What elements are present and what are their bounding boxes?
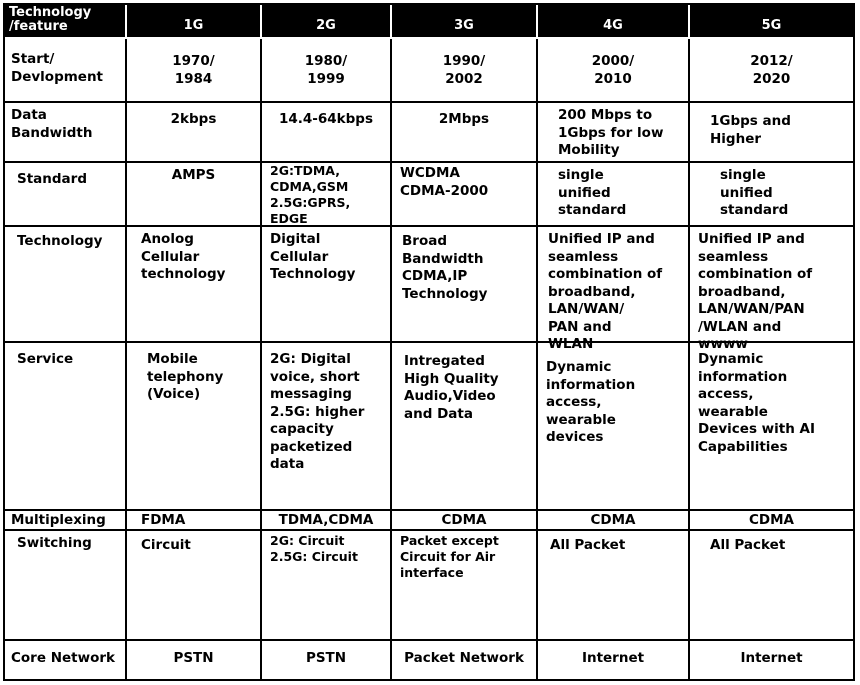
cell-switching-5g: All Packet xyxy=(690,531,853,641)
row-label-bandwidth: Data Bandwidth xyxy=(5,103,127,163)
cell-core-5g: Internet xyxy=(740,650,803,666)
header-corner-cell: Technology /feature xyxy=(5,5,127,39)
header-3g: 3G xyxy=(392,5,538,39)
cell-service-5g: Dynamic information access, wearable Devices with AI Capabilities xyxy=(690,343,853,511)
cell-standard-2g: 2G:TDMA, CDMA,GSM 2.5G:GPRS, EDGE xyxy=(262,163,392,227)
cell-multiplexing-4g: CDMA xyxy=(538,511,690,531)
cell-start-5g: 2012/ 2020 xyxy=(690,39,853,103)
cell-technology-5g: Unified IP and seamless combination of broadband, LAN/WAN/PAN /WLAN and wwww xyxy=(690,227,853,343)
row-label-standard: Standard xyxy=(5,163,127,227)
cell-multiplexing-2g: TDMA,CDMA xyxy=(262,511,392,531)
row-label-service: Service xyxy=(5,343,127,511)
cell-standard-4g: single unified standard xyxy=(538,163,690,227)
cell-service-2g: 2G: Digital voice, short messaging 2.5G: higher capacity packetized data xyxy=(262,343,392,511)
cell-bandwidth-5g: 1Gbps and Higher xyxy=(690,103,853,163)
cell-start-1g: 1970/ 1984 xyxy=(127,39,262,103)
row-label-start: Start/ Devlopment xyxy=(5,39,127,103)
cell-start-2g: 1980/ 1999 xyxy=(262,39,392,103)
cell-start-3g: 1990/ 2002 xyxy=(392,39,538,103)
cell-multiplexing-3g: CDMA xyxy=(392,511,538,531)
cell-bandwidth-4g: 200 Mbps to 1Gbps for low Mobility xyxy=(538,103,690,163)
cell-technology-4g: Unified IP and seamless combination of broadband, LAN/WAN/ PAN and WLAN xyxy=(538,227,690,343)
cell-bandwidth-3g: 2Mbps xyxy=(392,103,538,163)
header-4g: 4G xyxy=(538,5,690,39)
cell-technology-3g: Broad Bandwidth CDMA,IP Technology xyxy=(392,227,538,343)
cell-service-3g: Intregated High Quality Audio,Video and Data xyxy=(392,343,538,511)
header-1g: 1G xyxy=(127,5,262,39)
row-label-core-network: Core Network xyxy=(5,641,127,681)
cell-multiplexing-5g: CDMA xyxy=(690,511,853,531)
cell-bandwidth-2g: 14.4-64kbps xyxy=(262,103,392,163)
cell-bandwidth-1g: 2kbps xyxy=(127,103,262,163)
cell-switching-1g: Circuit xyxy=(127,531,262,641)
cell-standard-5g: single unified standard xyxy=(690,163,853,227)
cell-core-4g: Internet xyxy=(538,641,690,681)
cell-service-1g: Mobile telephony (Voice) xyxy=(127,343,262,511)
cell-switching-2g: 2G: Circuit 2.5G: Circuit xyxy=(262,531,392,641)
cell-standard-3g: WCDMA CDMA-2000 xyxy=(392,163,538,227)
cell-service-4g: Dynamic information access, wearable devices xyxy=(538,343,690,511)
cell-start-4g: 2000/ 2010 xyxy=(538,39,690,103)
row-label-switching: Switching xyxy=(5,531,127,641)
cell-core-3g: Packet Network xyxy=(392,641,538,681)
row-label-multiplexing: Multiplexing xyxy=(5,511,127,531)
row-label-technology: Technology xyxy=(5,227,127,343)
cell-switching-3g: Packet except Circuit for Air interface xyxy=(392,531,538,641)
cell-standard-1g: AMPS xyxy=(127,163,262,227)
cell-core-2g: PSTN xyxy=(262,641,392,681)
generation-comparison-table xyxy=(3,3,855,681)
cell-core-1g: PSTN xyxy=(127,641,262,681)
cell-multiplexing-1g: FDMA xyxy=(127,511,262,531)
header-5g: 5G xyxy=(690,5,853,39)
header-2g: 2G xyxy=(262,5,392,39)
cell-technology-1g: Anolog Cellular technology xyxy=(127,227,262,343)
cell-technology-2g: Digital Cellular Technology xyxy=(262,227,392,343)
cell-switching-4g: All Packet xyxy=(538,531,690,641)
